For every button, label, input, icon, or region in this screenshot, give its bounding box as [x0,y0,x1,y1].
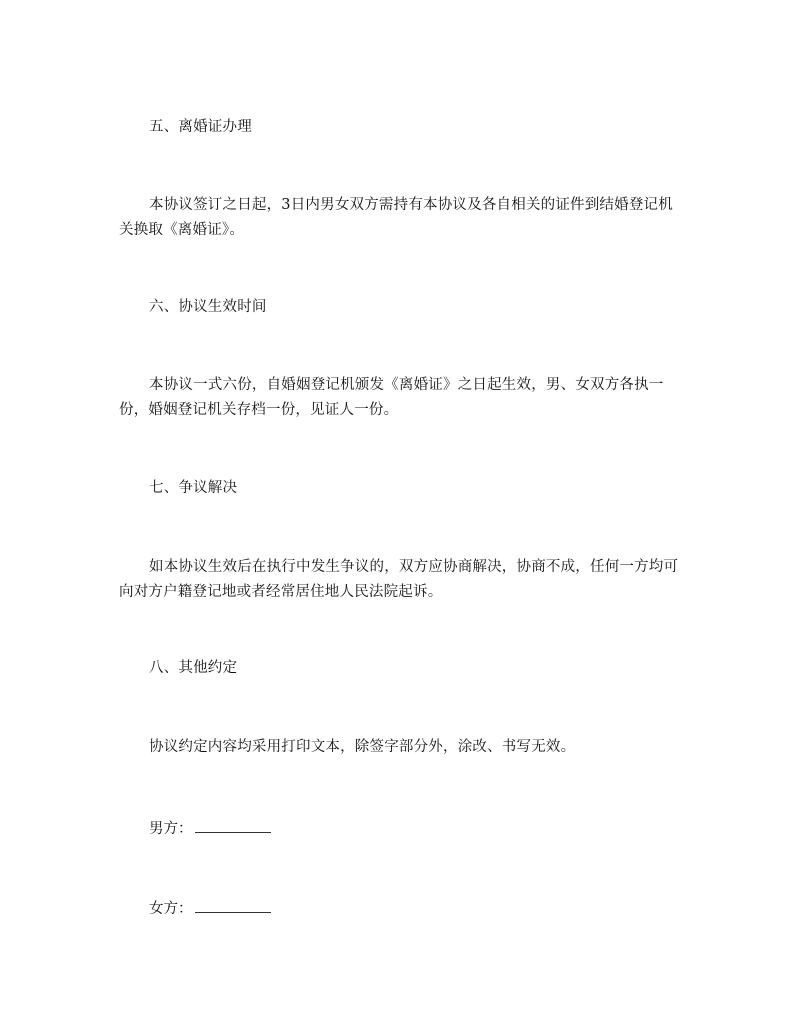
female-signature-blank[interactable] [195,898,271,913]
male-signature-line [149,818,271,839]
section-body-divorce-certificate: 本协议签订之日起，3日内男女双方需持有本协议及各自相关的证件到结婚登记机关换取《离婚证》。 [119,197,673,238]
section-heading-effective-time: 六、协议生效时间 [149,299,267,315]
section-heading-dispute-resolution: 七、争议解决 [149,480,238,496]
section-body-other-agreements: 协议约定内容均采用打印文本，除签字部分外，涂改、书写无效。 [149,739,576,755]
section-body-effective-time: 本协议一式六份，自婚姻登记机颁发《离婚证》之日起生效，男、女双方各执一份，婚姻登记机关存档一份，见证人一份。 [119,377,664,418]
male-signature-blank[interactable] [195,818,271,833]
female-signature-label: 女方： [149,901,193,917]
male-signature-label: 男方： [149,821,193,837]
section-heading-divorce-certificate: 五、离婚证办理 [149,119,252,135]
section-body-dispute-resolution: 如本协议生效后在执行中发生争议的，双方应协商解决，协商不成，任何一方均可向对方户籍登记地或者经常居住地人民法院起诉。 [119,559,679,600]
section-heading-other-agreements: 八、其他约定 [149,660,238,676]
female-signature-line [149,898,271,919]
